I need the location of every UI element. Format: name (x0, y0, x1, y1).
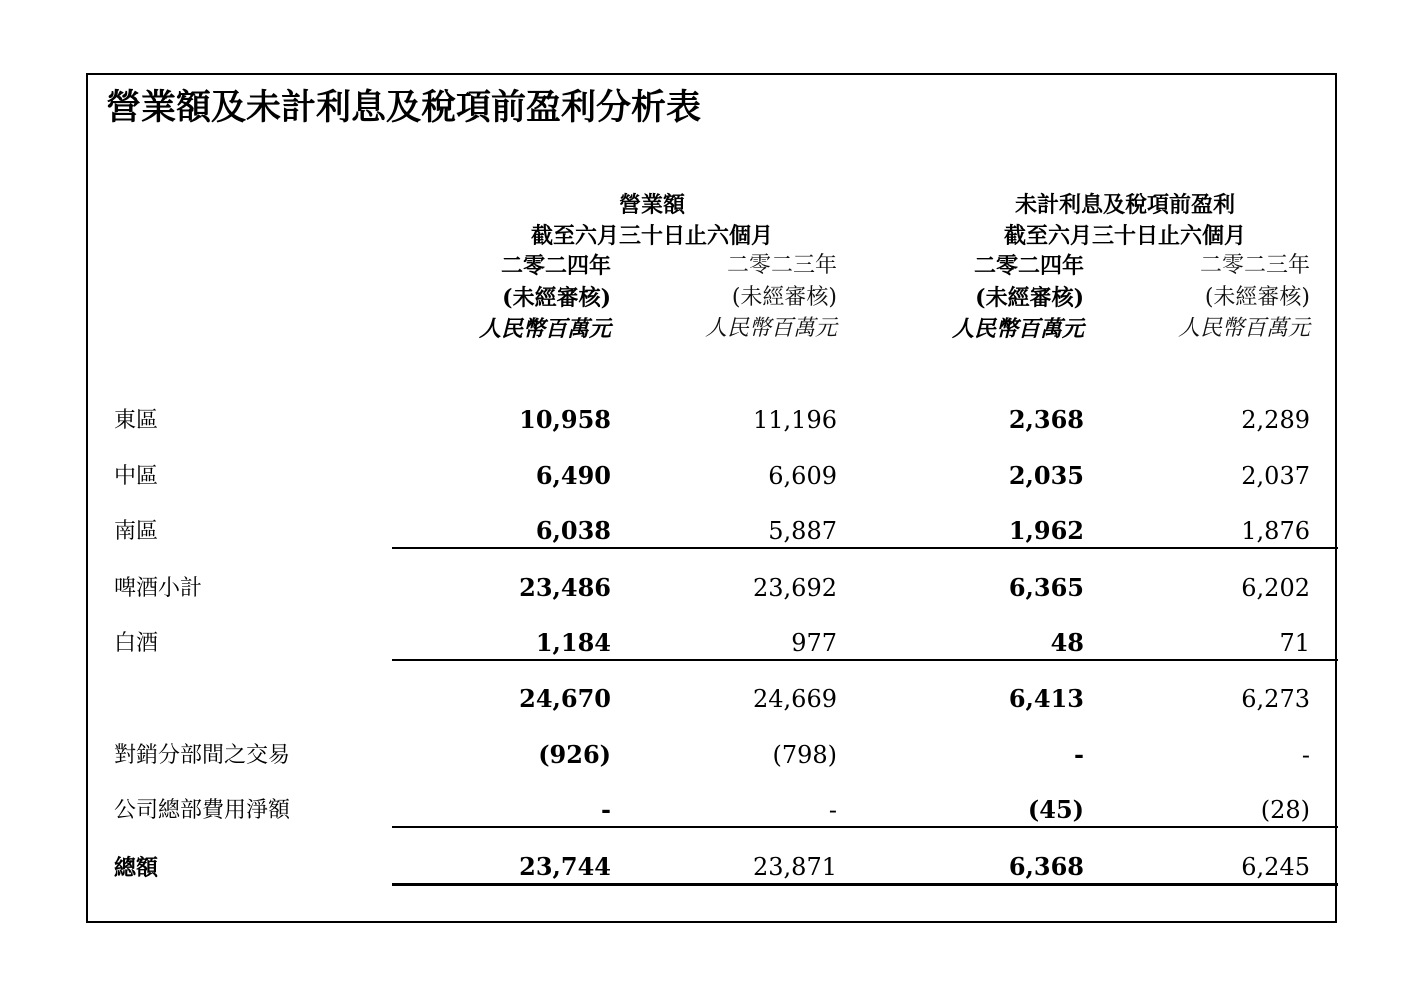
table-cell: 6,490 (535, 461, 611, 490)
row-label-south: 南區 (114, 519, 159, 544)
table-cell: (798) (772, 741, 837, 769)
table-cell: 6,202 (1241, 574, 1310, 602)
table-cell: 6,365 (1008, 573, 1084, 602)
table-cell: 23,871 (753, 853, 837, 881)
col3-year: 二零二四年 (973, 253, 1084, 279)
table-cell: 24,669 (753, 685, 837, 713)
table-cell: - (601, 795, 611, 824)
table-cell: 23,486 (519, 573, 611, 602)
table-cell: 2,035 (1008, 461, 1084, 490)
table-cell: 1,184 (535, 628, 611, 657)
table-cell: - (1074, 740, 1084, 769)
row-label-east: 東區 (114, 408, 159, 433)
divider (392, 547, 1338, 549)
table-cell: 23,744 (519, 852, 611, 881)
row-label-total: 總額 (114, 855, 159, 881)
table-cell: 6,368 (1008, 852, 1084, 881)
table-cell: 24,670 (519, 684, 611, 713)
table-cell: (926) (538, 740, 611, 769)
row-label-beer-subtotal: 啤酒小計 (114, 576, 203, 601)
group-header-ebit: 未計利息及稅項前盈利 (1014, 192, 1235, 218)
table-cell: 1,962 (1008, 516, 1084, 545)
table-cell: 71 (1279, 629, 1310, 657)
table-cell: 6,245 (1241, 853, 1310, 881)
table-cell: 2,289 (1241, 406, 1310, 434)
row-label-central: 中區 (114, 464, 159, 489)
table-cell: 6,413 (1008, 684, 1084, 713)
table-cell: 11,196 (753, 406, 837, 434)
table-cell: 5,887 (768, 517, 837, 545)
table-cell: 6,609 (768, 462, 837, 490)
row-label-hq-expenses: 公司總部費用淨額 (114, 798, 291, 823)
total-underline (392, 883, 1338, 886)
divider (392, 826, 1338, 828)
table-cell: 23,692 (753, 574, 837, 602)
row-label-baijiu: 白酒 (114, 631, 159, 656)
col1-year: 二零二四年 (500, 253, 611, 279)
divider (392, 659, 1338, 661)
col3-audit: (未經審核) (975, 285, 1084, 311)
table-cell: - (828, 796, 837, 824)
col4-unit: 人民幣百萬元 (1177, 316, 1310, 341)
table-cell: 2,368 (1008, 405, 1084, 434)
col2-audit: (未經審核) (731, 285, 837, 310)
col3-unit: 人民幣百萬元 (951, 316, 1084, 342)
table-cell: 6,038 (535, 516, 611, 545)
col1-unit: 人民幣百萬元 (478, 316, 611, 342)
col1-audit: (未經審核) (502, 285, 611, 311)
page-title: 營業額及未計利息及稅項前盈利分析表 (106, 87, 702, 128)
group-header-ebit-period: 截至六月三十日止六個月 (1003, 223, 1246, 249)
col2-unit: 人民幣百萬元 (704, 316, 837, 341)
table-cell: (45) (1027, 795, 1084, 824)
row-label-elimination: 對銷分部間之交易 (114, 743, 291, 768)
table-cell: 48 (1050, 628, 1084, 657)
col2-year: 二零二三年 (726, 253, 837, 278)
table-cell: (28) (1260, 796, 1310, 824)
table-cell: 977 (791, 629, 837, 657)
table-cell: 10,958 (519, 405, 611, 434)
group-header-turnover: 營業額 (618, 192, 685, 218)
table-cell: 2,037 (1241, 462, 1310, 490)
group-header-turnover-period: 截至六月三十日止六個月 (530, 223, 773, 249)
table-cell: 6,273 (1241, 685, 1310, 713)
table-cell: 1,876 (1241, 517, 1310, 545)
col4-audit: (未經審核) (1204, 285, 1310, 310)
table-cell: - (1301, 741, 1310, 769)
col4-year: 二零二三年 (1199, 253, 1310, 278)
